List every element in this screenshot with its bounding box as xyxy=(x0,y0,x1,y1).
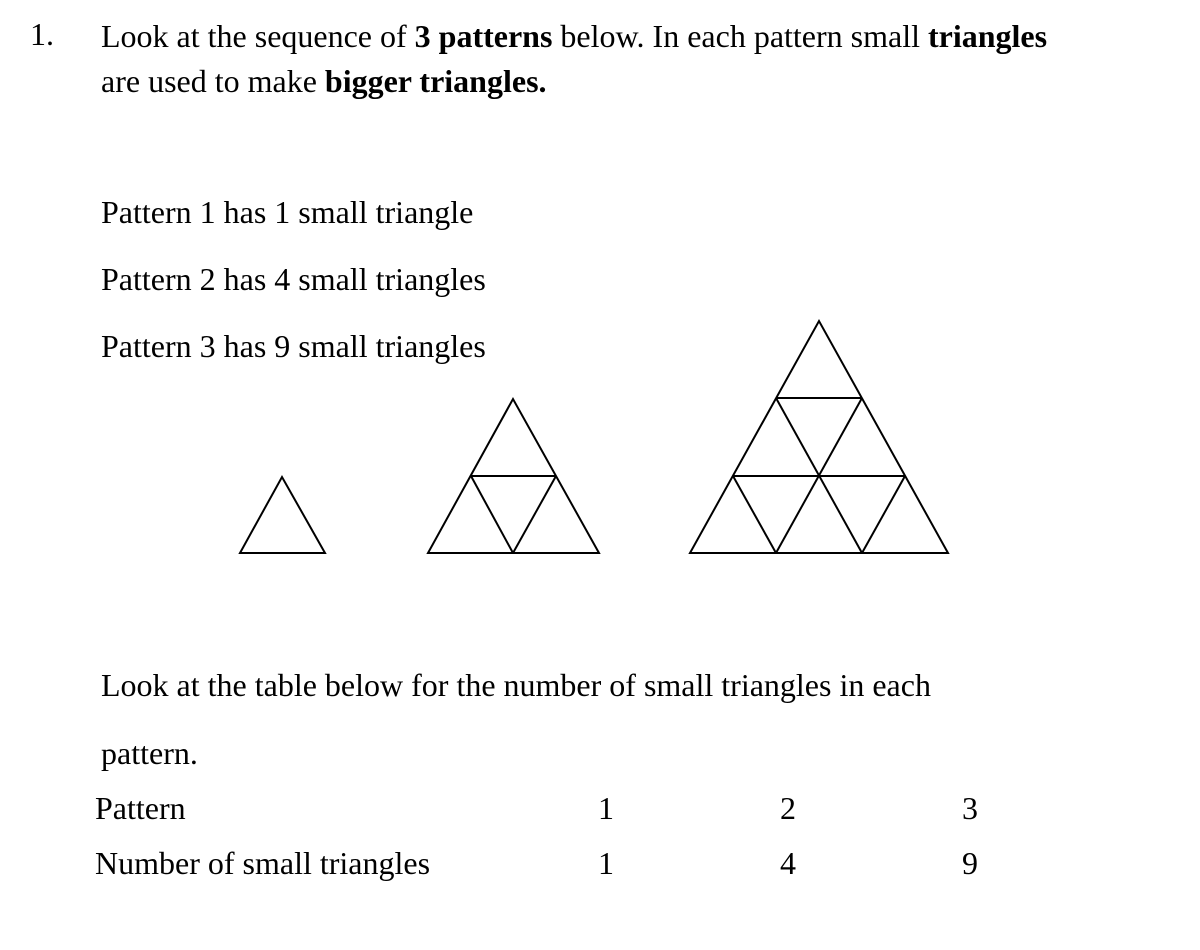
table-row-label-pattern: Pattern xyxy=(95,790,186,826)
pattern-1-fact: Pattern 1 has 1 small triangle xyxy=(101,194,474,230)
intro-part-bold: 3 patterns xyxy=(414,18,553,54)
intro-part: below. In each pattern small xyxy=(552,18,928,54)
pattern-3-figure xyxy=(690,321,948,553)
pattern-3-fact: Pattern 3 has 9 small triangles xyxy=(101,328,486,364)
intro-part-bold: triangles xyxy=(927,18,1048,54)
grid-line xyxy=(513,476,556,553)
table-cell-pattern-2: 2 xyxy=(780,790,796,826)
pattern-2-fact: Pattern 2 has 4 small triangles xyxy=(101,261,486,297)
grid-line xyxy=(471,476,513,553)
table-intro-line-1: Look at the table below for the number of small triangles in each xyxy=(101,667,931,703)
table-row-label-count: Number of small triangles xyxy=(95,845,431,881)
table-cell-count-1: 1 xyxy=(598,845,614,881)
table-cell-count-2: 4 xyxy=(780,845,796,881)
table-cell-pattern-3: 3 xyxy=(962,790,978,826)
table-intro-line-2: pattern. xyxy=(101,735,198,771)
table-cell-count-3: 9 xyxy=(962,845,978,881)
grid-line xyxy=(862,476,905,553)
pattern-2-figure xyxy=(428,399,599,553)
intro-part: are used to make xyxy=(101,63,325,99)
intro-part-bold: bigger triangles. xyxy=(324,63,547,99)
intro-part: Look at the sequence of xyxy=(101,18,415,54)
pattern-1-figure xyxy=(240,477,325,553)
table-cell-pattern-1: 1 xyxy=(598,790,614,826)
outer-triangle xyxy=(690,321,948,553)
grid-line xyxy=(733,476,776,553)
question-number: 1. xyxy=(30,16,54,52)
small-triangle xyxy=(240,477,325,553)
